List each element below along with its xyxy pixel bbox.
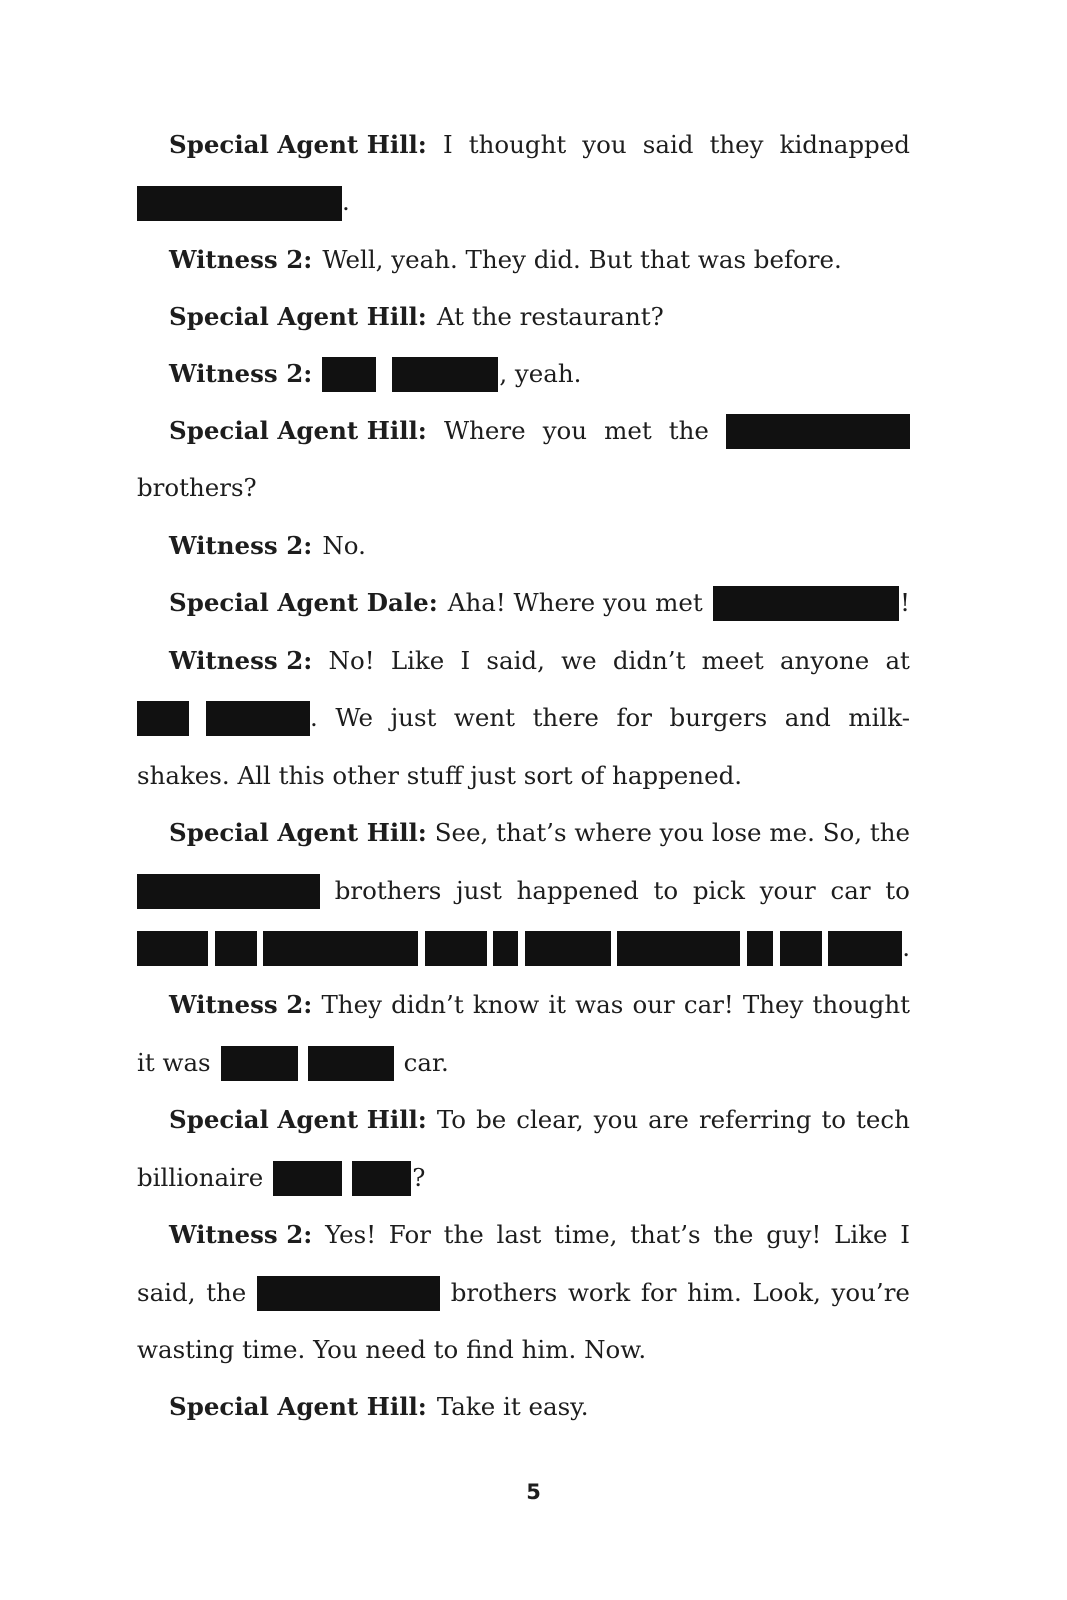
transcript-punctuation: . (342, 187, 350, 216)
transcript-word: referring (698, 1105, 812, 1134)
transcript-word: at (885, 646, 910, 675)
transcript-word: are (648, 1105, 689, 1134)
transcript-line (137, 300, 910, 334)
transcript-line (137, 874, 910, 908)
transcript-word: the (206, 1278, 247, 1307)
transcript-word: you (659, 818, 705, 847)
transcript-text: billionaire (137, 1163, 264, 1192)
transcript-word: car (830, 876, 871, 905)
transcript-punctuation: ! (900, 588, 910, 617)
transcript-word: burgers (669, 703, 768, 732)
transcript-word: they (709, 130, 764, 159)
speaker-label: Special Agent Hill: (169, 1392, 427, 1421)
transcript-text: , yeah. (499, 359, 582, 388)
transcript-word: milk- (848, 703, 910, 732)
transcript-word: me. (769, 818, 815, 847)
transcript-word: thought (812, 990, 910, 1019)
transcript-word: meet (701, 646, 764, 675)
transcript-word: Like (834, 1220, 888, 1249)
transcript-word: See, (434, 818, 489, 847)
transcript-word: brothers (334, 876, 442, 905)
transcript-text: brothers? (137, 473, 257, 502)
transcript-word: I (442, 130, 453, 159)
transcript-word: Look, (752, 1278, 821, 1307)
transcript-word: to (653, 876, 679, 905)
transcript-word: thought (468, 130, 567, 159)
redaction-bar (322, 357, 376, 392)
redaction-bar (308, 1046, 394, 1081)
transcript-word: last (496, 1220, 542, 1249)
redaction-bar (215, 931, 257, 966)
redaction-group (137, 701, 318, 736)
speaker-label: Witness 2: (169, 359, 313, 388)
transcript-line (137, 816, 910, 850)
transcript-text: At the restaurant? (436, 302, 664, 331)
transcript-line (137, 357, 910, 391)
page-number: 5 (526, 1480, 541, 1504)
transcript-line (137, 644, 910, 678)
transcript-word: work (567, 1278, 631, 1307)
redaction-bar (257, 1276, 440, 1311)
transcript-text: Aha! Where you met (447, 588, 703, 617)
speaker-label: Witness 2: (169, 646, 313, 675)
transcript-text: Well, yeah. They did. But that was before. (322, 245, 842, 274)
transcript-word: pick (692, 876, 745, 905)
transcript-word: we (561, 646, 597, 675)
transcript-word: didn’t (612, 646, 686, 675)
transcript-word: kidnapped (779, 130, 910, 159)
redaction-bar (206, 701, 310, 736)
transcript-word: tech (856, 1105, 910, 1134)
transcript-word: you (582, 130, 627, 159)
transcript-word: your (759, 876, 816, 905)
transcript-line (137, 931, 910, 965)
transcript-word: car! (683, 990, 734, 1019)
transcript-word: lose (711, 818, 762, 847)
transcript-word: For (388, 1220, 431, 1249)
transcript-word: Yes! (325, 1220, 377, 1249)
transcript-word: the (869, 818, 910, 847)
redaction-bar (352, 1161, 411, 1196)
transcript-word: said, (137, 1278, 196, 1307)
transcript-line (137, 1218, 910, 1252)
transcript-line (137, 414, 910, 448)
transcript-word: you (593, 1105, 639, 1134)
transcript-word: So, (822, 818, 863, 847)
redaction-bar (392, 357, 498, 392)
transcript-text: car. (403, 1048, 449, 1077)
redaction-bar (617, 931, 740, 966)
transcript-word: went (453, 703, 516, 732)
speaker-label: Special Agent Hill: (169, 818, 427, 847)
transcript-word: the (668, 416, 709, 445)
transcript-word: for (640, 1278, 677, 1307)
transcript-word: the (713, 1220, 754, 1249)
transcript-line (137, 701, 910, 735)
transcript-punctuation: . (902, 933, 910, 962)
transcript-word: met (604, 416, 652, 445)
transcript-word: anyone (779, 646, 870, 675)
transcript-word: clear, (516, 1105, 584, 1134)
transcript-word: just (390, 703, 437, 732)
transcript-line (137, 243, 910, 277)
transcript-word: to (821, 1105, 847, 1134)
transcript-line (137, 1046, 910, 1080)
transcript-word: brothers (450, 1278, 558, 1307)
redaction-bar (137, 186, 342, 221)
transcript-word: just (456, 876, 502, 905)
redaction-bar (137, 931, 208, 966)
transcript-word: you’re (831, 1278, 910, 1307)
transcript-line (137, 1276, 910, 1310)
transcript-word: No! (328, 646, 375, 675)
redaction-bar (525, 931, 611, 966)
transcript-line (137, 185, 910, 219)
redaction-bar (221, 1046, 298, 1081)
speaker-label: Special Agent Hill: (169, 302, 427, 331)
redaction-bar (493, 931, 518, 966)
transcript-punctuation: ? (412, 1163, 426, 1192)
transcript-line (137, 1161, 910, 1195)
transcript-word: We (335, 703, 374, 732)
transcript-word: you (542, 416, 588, 445)
redaction-bar (263, 931, 418, 966)
redaction-bar (828, 931, 902, 966)
redaction-bar (747, 931, 773, 966)
transcript-punctuation: . (310, 703, 318, 732)
transcript-line (137, 1390, 910, 1424)
transcript-text: No. (322, 531, 366, 560)
transcript-word: guy! (766, 1220, 822, 1249)
transcript-word: to (885, 876, 910, 905)
transcript-word: said, (486, 646, 545, 675)
transcript-word: Where (443, 416, 526, 445)
redaction-bar (780, 931, 822, 966)
transcript-word: time, (554, 1220, 618, 1249)
transcript-line (137, 128, 910, 162)
transcript-word: didn’t (391, 990, 464, 1019)
transcript-line (137, 471, 910, 505)
transcript-line (137, 586, 910, 620)
redaction-bar (137, 701, 189, 736)
transcript-word: They (742, 990, 804, 1019)
transcript-word: To (436, 1105, 467, 1134)
transcript-word: I (900, 1220, 910, 1249)
transcript-text: it was (137, 1048, 211, 1077)
speaker-label: Witness 2: (169, 245, 313, 274)
speaker-label: Witness 2: (169, 990, 313, 1019)
transcript-word: happened (516, 876, 639, 905)
transcript-line (137, 1103, 910, 1137)
transcript-word: him. (687, 1278, 742, 1307)
transcript-word: that’s (496, 818, 567, 847)
transcript-word: Like (390, 646, 445, 675)
transcript-word: said (642, 130, 694, 159)
transcript-text: shakes. All this other stuff just sort of happened. (137, 761, 743, 790)
transcript-word: know (472, 990, 540, 1019)
transcript-text: Take it easy. (436, 1392, 589, 1421)
speaker-label: Special Agent Hill: (169, 416, 427, 445)
transcript-line (137, 759, 910, 793)
transcript-word: that’s (630, 1220, 701, 1249)
redaction-bar (137, 874, 320, 909)
transcript-text: wasting time. You need to find him. Now. (137, 1335, 647, 1364)
transcript-word: where (574, 818, 652, 847)
transcript-word: there (532, 703, 599, 732)
speaker-label: Special Agent Hill: (169, 1105, 427, 1134)
speaker-label: Special Agent Dale: (169, 588, 438, 617)
transcript-word: be (476, 1105, 507, 1134)
transcript-line (137, 988, 910, 1022)
transcript-word: it (548, 990, 567, 1019)
transcript-word: for (616, 703, 652, 732)
transcript-word: our (632, 990, 675, 1019)
transcript-word: and (784, 703, 831, 732)
speaker-label: Witness 2: (169, 531, 313, 560)
speaker-label: Witness 2: (169, 1220, 313, 1249)
transcript-word: the (443, 1220, 484, 1249)
transcript-line (137, 529, 910, 563)
transcript-word: I (460, 646, 471, 675)
redaction-bar (425, 931, 487, 966)
speaker-label: Special Agent Hill: (169, 130, 427, 159)
transcript-line (137, 1333, 910, 1367)
redaction-bar (726, 414, 910, 449)
transcript-word: They (321, 990, 382, 1019)
transcript-word: was (575, 990, 624, 1019)
redaction-bar (273, 1161, 342, 1196)
redaction-group (828, 931, 910, 966)
redaction-bar (713, 586, 899, 621)
